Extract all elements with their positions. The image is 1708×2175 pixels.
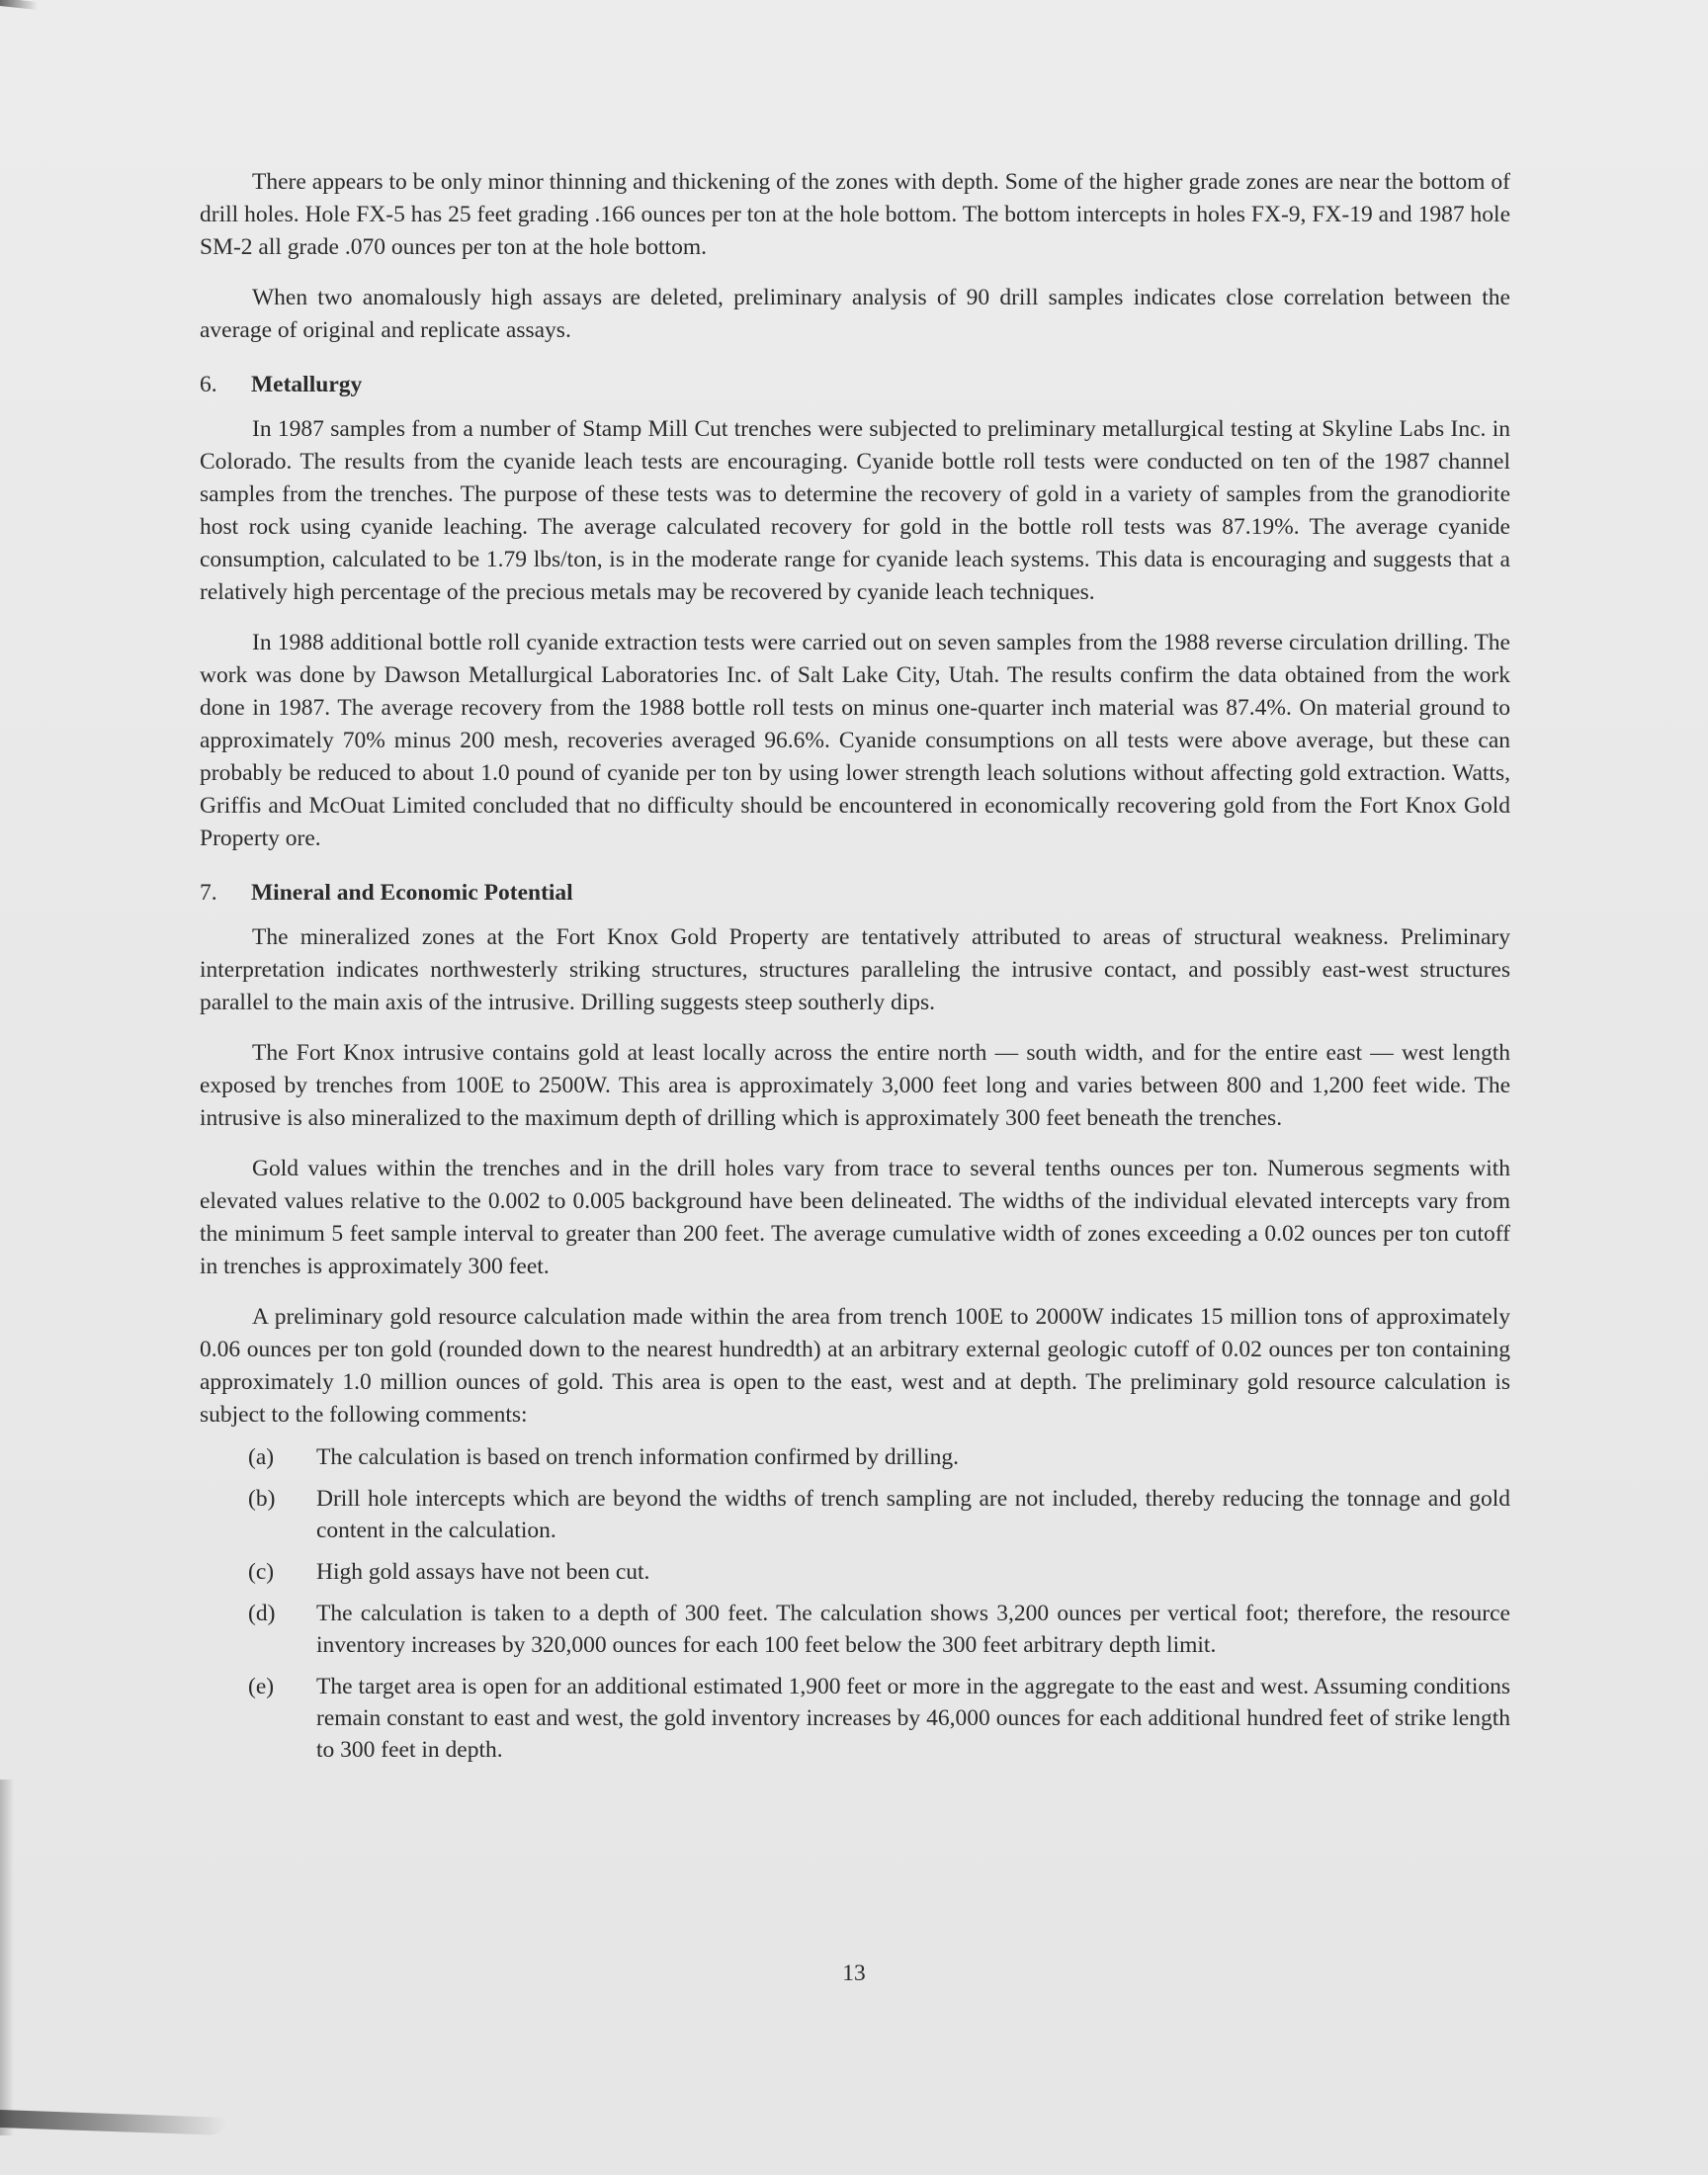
comments-list: [200, 1441, 1510, 1766]
section-title: Mineral and Economic Potential: [251, 880, 573, 906]
list-item: [200, 1441, 1510, 1473]
list-marker: (a): [248, 1444, 275, 1470]
list-marker: (e): [248, 1674, 275, 1699]
paragraph: The Fort Knox intrusive contains gold at least locally across the entire north — south width, and for the entire east — west length exposed by trenches from 100E to 2500W. This area is approximately 3,000 feet long and varies between 800 and 1,200 feet wide. The intrusive is also mineralized to the maximum depth of drilling which is approximately 300 feet beneath the trenches.: [200, 1040, 1510, 1131]
list-item: [200, 1598, 1510, 1661]
scan-artifact-left-edge: [0, 1780, 14, 2135]
list-marker: (d): [248, 1601, 276, 1626]
paragraph: In 1987 samples from a number of Stamp Mill Cut trenches were subjected to preliminary metallurgical testing at Skyline Labs Inc. in Colorado. The results from the cyanide leach tests are encouraging. Cyanide bottle roll tests were conducted on ten of the 1987 channel samples from the trenches. The purpose of these tests was to determine the recovery of gold in a variety of samples from the granodiorite host rock using cyanide leaching. The average calculated recovery for gold in the bottle roll tests was 87.19%. The average cyanide consumption, calculated to be 1.79 lbs/ton, is in the moderate range for cyanide leach systems. This data is encouraging and suggests that a relatively high percentage of the precious metals may be recovered by cyanide leach techniques.: [200, 416, 1510, 605]
scan-artifact-corner: [0, 0, 38, 10]
list-item-text: The calculation is based on trench information confirmed by drilling.: [316, 1444, 959, 1470]
list-item: [200, 1556, 1510, 1588]
list-item-text: High gold assays have not been cut.: [316, 1559, 650, 1585]
paragraph: A preliminary gold resource calculation made within the area from trench 100E to 2000W indicates 15 million tons of approximately 0.06 ounces per ton gold (rounded down to the nearest hundredth) at an arbitrary external geologic cutoff of 0.02 ounces per ton containing approximately 1.0 million ounces of gold. This area is open to the east, west and at depth. The preliminary gold resource calculation is subject to the following comments:: [200, 1304, 1510, 1428]
list-marker: (b): [248, 1486, 276, 1512]
paragraph: The mineralized zones at the Fort Knox Gold Property are tentatively attributed to areas of structural weakness. Preliminary interpretation indicates northwesterly striking structures, structures paralleling the intrusive contact, and possibly east-west structures parallel to the main axis of the intrusive. Drilling suggests steep southerly dips.: [200, 924, 1510, 1015]
paragraph: In 1988 additional bottle roll cyanide extraction tests were carried out on seven samples from the 1988 reverse circulation drilling. The work was done by Dawson Metallurgical Laboratories Inc. of Salt Lake City, Utah. The results confirm the data obtained from the work done in 1987. The average recovery from the 1988 bottle roll tests on minus one-quarter inch material was 87.4%. On material ground to approximately 70% minus 200 mesh, recoveries averaged 96.6%. Cyanide consumptions on all tests were above average, but these can probably be reduced to about 1.0 pound of cyanide per ton by using lower strength leach solutions without affecting gold extraction. Watts, Griffis and McOuat Limited concluded that no difficulty should be encountered in economically recovering gold from the Fort Knox Gold Property ore.: [200, 630, 1510, 851]
scan-artifact-bottom-edge: [0, 2110, 227, 2135]
section-number: 6.: [200, 372, 217, 397]
list-item: [200, 1671, 1510, 1766]
paragraph: Gold values within the trenches and in the drill holes vary from trace to several tenths ounces per ton. Numerous segments with elevated values relative to the 0.002 to 0.005 background have been delineated. The widths of the individual elevated intercepts vary from the minimum 5 feet sample interval to greater than 200 feet. The average cumulative width of zones exceeding a 0.02 ounces per ton cutoff in trenches is approximately 300 feet.: [200, 1156, 1510, 1279]
page-body: [200, 166, 1510, 1776]
paragraph: When two anomalously high assays are deleted, preliminary analysis of 90 drill samples indicates close correlation between the average of original and replicate assays.: [200, 285, 1510, 343]
list-marker: (c): [248, 1559, 275, 1585]
list-item-text: Drill hole intercepts which are beyond the widths of trench sampling are not included, thereby reducing the tonnage and gold content in the calculation.: [316, 1486, 1510, 1543]
paragraph: There appears to be only minor thinning and thickening of the zones with depth. Some of the higher grade zones are near the bottom of drill holes. Hole FX-5 has 25 feet grading .166 ounces per ton at the hole bottom. The bottom intercepts in holes FX-9, FX-19 and 1987 hole SM-2 all grade .070 ounces per ton at the hole bottom.: [200, 169, 1510, 260]
section-heading-mineral-economic-potential: [200, 877, 1510, 910]
list-item: [200, 1483, 1510, 1546]
list-item-text: The calculation is taken to a depth of 300 feet. The calculation shows 3,200 ounces per vertical foot; therefore, the resource inventory increases by 320,000 ounces for each 100 feet below the 300 feet arbitrary depth limit.: [316, 1601, 1510, 1658]
section-number: 7.: [200, 880, 217, 906]
section-heading-metallurgy: [200, 369, 1510, 401]
list-item-text: The target area is open for an additional estimated 1,900 feet or more in the aggregate to the east and west. Assuming conditions remain constant to east and west, the gold inventory increases by 46,000 ounces for each additional hundred feet of strike length to 300 feet in depth.: [316, 1674, 1510, 1763]
section-title: Metallurgy: [251, 372, 363, 397]
page-number: 13: [842, 1960, 866, 1986]
